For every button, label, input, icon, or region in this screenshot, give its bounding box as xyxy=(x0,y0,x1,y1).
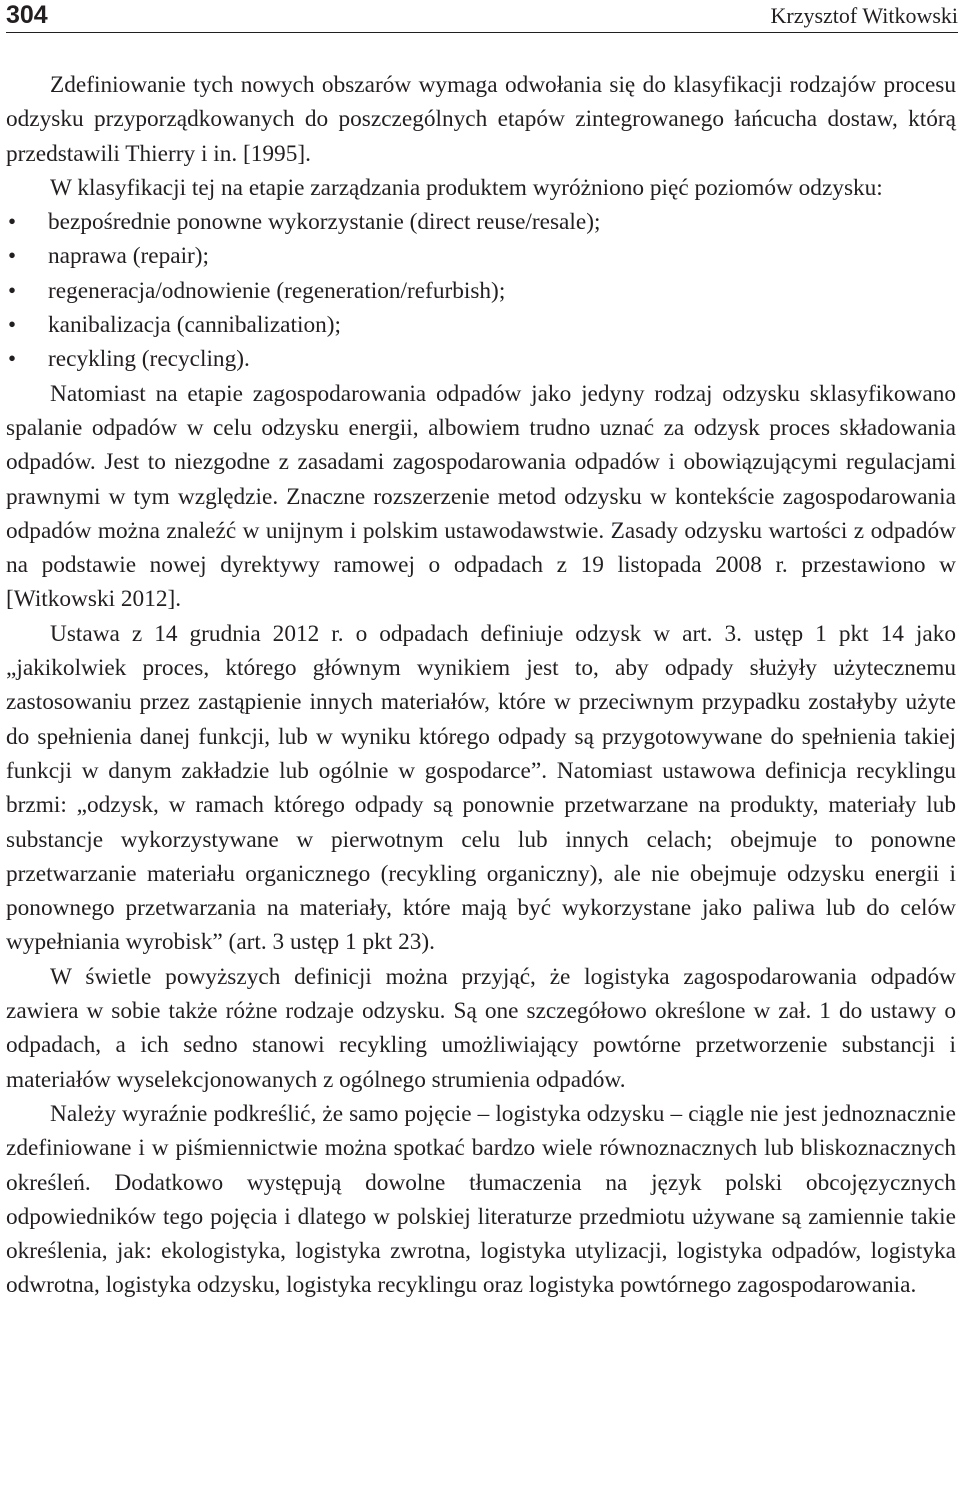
list-item xyxy=(6,205,956,239)
bullet-icon: • xyxy=(8,277,17,303)
paragraph-6: Należy wyraźnie podkreślić, że samo pojęcie – logistyka odzysku – ciągle nie jest jednoznacznie zdefiniowane i w piśmiennictwie można spotkać bardzo wiele równoznacznych lub bliskoznacznych określeń. Dodatkowo występują dowolne tłumaczenia na język polski obcojęzycznych odpowiedników tego pojęcia i dlatego w polskiej literaturze przedmiotu używane są zamiennie takie określenia, jak: ekologistyka, logistyka zwrotna, logistyka utylizacji, logistyka odpadów, logistyka odwrotna, logistyka odzysku, logistyka recyklingu oraz logistyka powtórnego zagospodarowania. xyxy=(6,1100,956,1299)
page-number: 304 xyxy=(6,1,48,29)
list-item xyxy=(6,239,956,273)
list-item-text: bezpośrednie ponowne wykorzystanie (direct reuse/resale); xyxy=(48,209,601,236)
list-item-text: regeneracja/odnowienie (regeneration/refurbish); xyxy=(48,277,506,304)
list-item xyxy=(6,274,956,308)
bullet-icon: • xyxy=(8,209,17,235)
list-item xyxy=(6,308,956,342)
list-item xyxy=(6,342,956,376)
bullet-icon: • xyxy=(8,346,17,372)
paragraph-2: W klasyfikacji tej na etapie zarządzania produktem wyróżniono pięć poziomów odzysku: xyxy=(50,174,883,201)
paragraph-4: Ustawa z 14 grudnia 2012 r. o odpadach definiuje odzysk w art. 3. ustęp 1 pkt 14 jako „jakikolwiek proces, którego głównym wynikiem jest to, aby odpady służyły użytecznemu zastosowaniu przez zastąpienie innych materiałów, które w przeciwnym przypadku zostałyby użyte do spełnienia danej funkcji, lub w wyniku którego odpady są przygotowywane do spełnienia takiej funkcji w danym zakładzie lub ogólnie w gospodarce”. Natomiast ustawowa definicja recyklingu brzmi: „odzysk, w ramach którego odpady są ponownie przetwarzane na produkty, materiały lub substancje wykorzystywane w pierwotnym celu lub innych celach; obejmuje to ponowne przetwarzanie materiału organicznego (recykling organiczny), ale nie obejmuje odzysku energii i ponownego przetwarzania na materiały, które mają być wykorzystane jako paliwa lub do celów wypełniania wyrobisk” (art. 3 ustęp 1 pkt 23). xyxy=(6,620,956,956)
list-item-text: kanibalizacja (cannibalization); xyxy=(48,312,341,339)
paragraph-3: Natomiast na etapie zagospodarowania odpadów jako jedyny rodzaj odzysku sklasyfikowano spalanie odpadów w celu odzysku energii, albowiem trudno uznać za odzysk proces składowania odpadów. Jest to niezgodne z zasadami zagospodarowania odpadów i obowiązującymi regulacjami prawnymi w tym względzie. Znaczne rozszerzenie metod odzysku w kontekście zagospodarowania odpadów można znaleźć w unijnym i polskim ustawodawstwie. Zasady odzysku wartości z odpadów na podstawie nowej dyrektywy ramowej o odpadach z 19 listopada 2008 r. przestawiono w [Witkowski 2012]. xyxy=(6,380,956,613)
paragraph-1: Zdefiniowanie tych nowych obszarów wymaga odwołania się do klasyfikacji rodzajów procesu odzysku przyporządkowanych do poszczególnych etapów zintegrowanego łańcucha dostaw, którą przedstawili Thierry i in. [1995]. xyxy=(6,72,956,167)
list-item-text: naprawa (repair); xyxy=(48,243,210,270)
running-author: Krzysztof Witkowski xyxy=(770,3,958,28)
running-header xyxy=(6,0,958,33)
list-item-text: recykling (recycling). xyxy=(48,346,250,373)
paragraph-5: W świetle powyższych definicji można przyjąć, że logistyka zagospodarowania odpadów zawiera w sobie także różne rodzaje odzysku. Są one szczegółowo określone w zał. 1 do ustawy o odpadach, a ich sedno stanowi recykling umożliwiający powtórne przetworzenie substancji i materiałów wyselekcjonowanych z ogólnego strumienia odpadów. xyxy=(6,963,956,1093)
bullet-icon: • xyxy=(8,312,17,338)
body-text xyxy=(6,68,956,1303)
recovery-levels-list xyxy=(6,205,956,376)
bullet-icon: • xyxy=(8,243,17,269)
